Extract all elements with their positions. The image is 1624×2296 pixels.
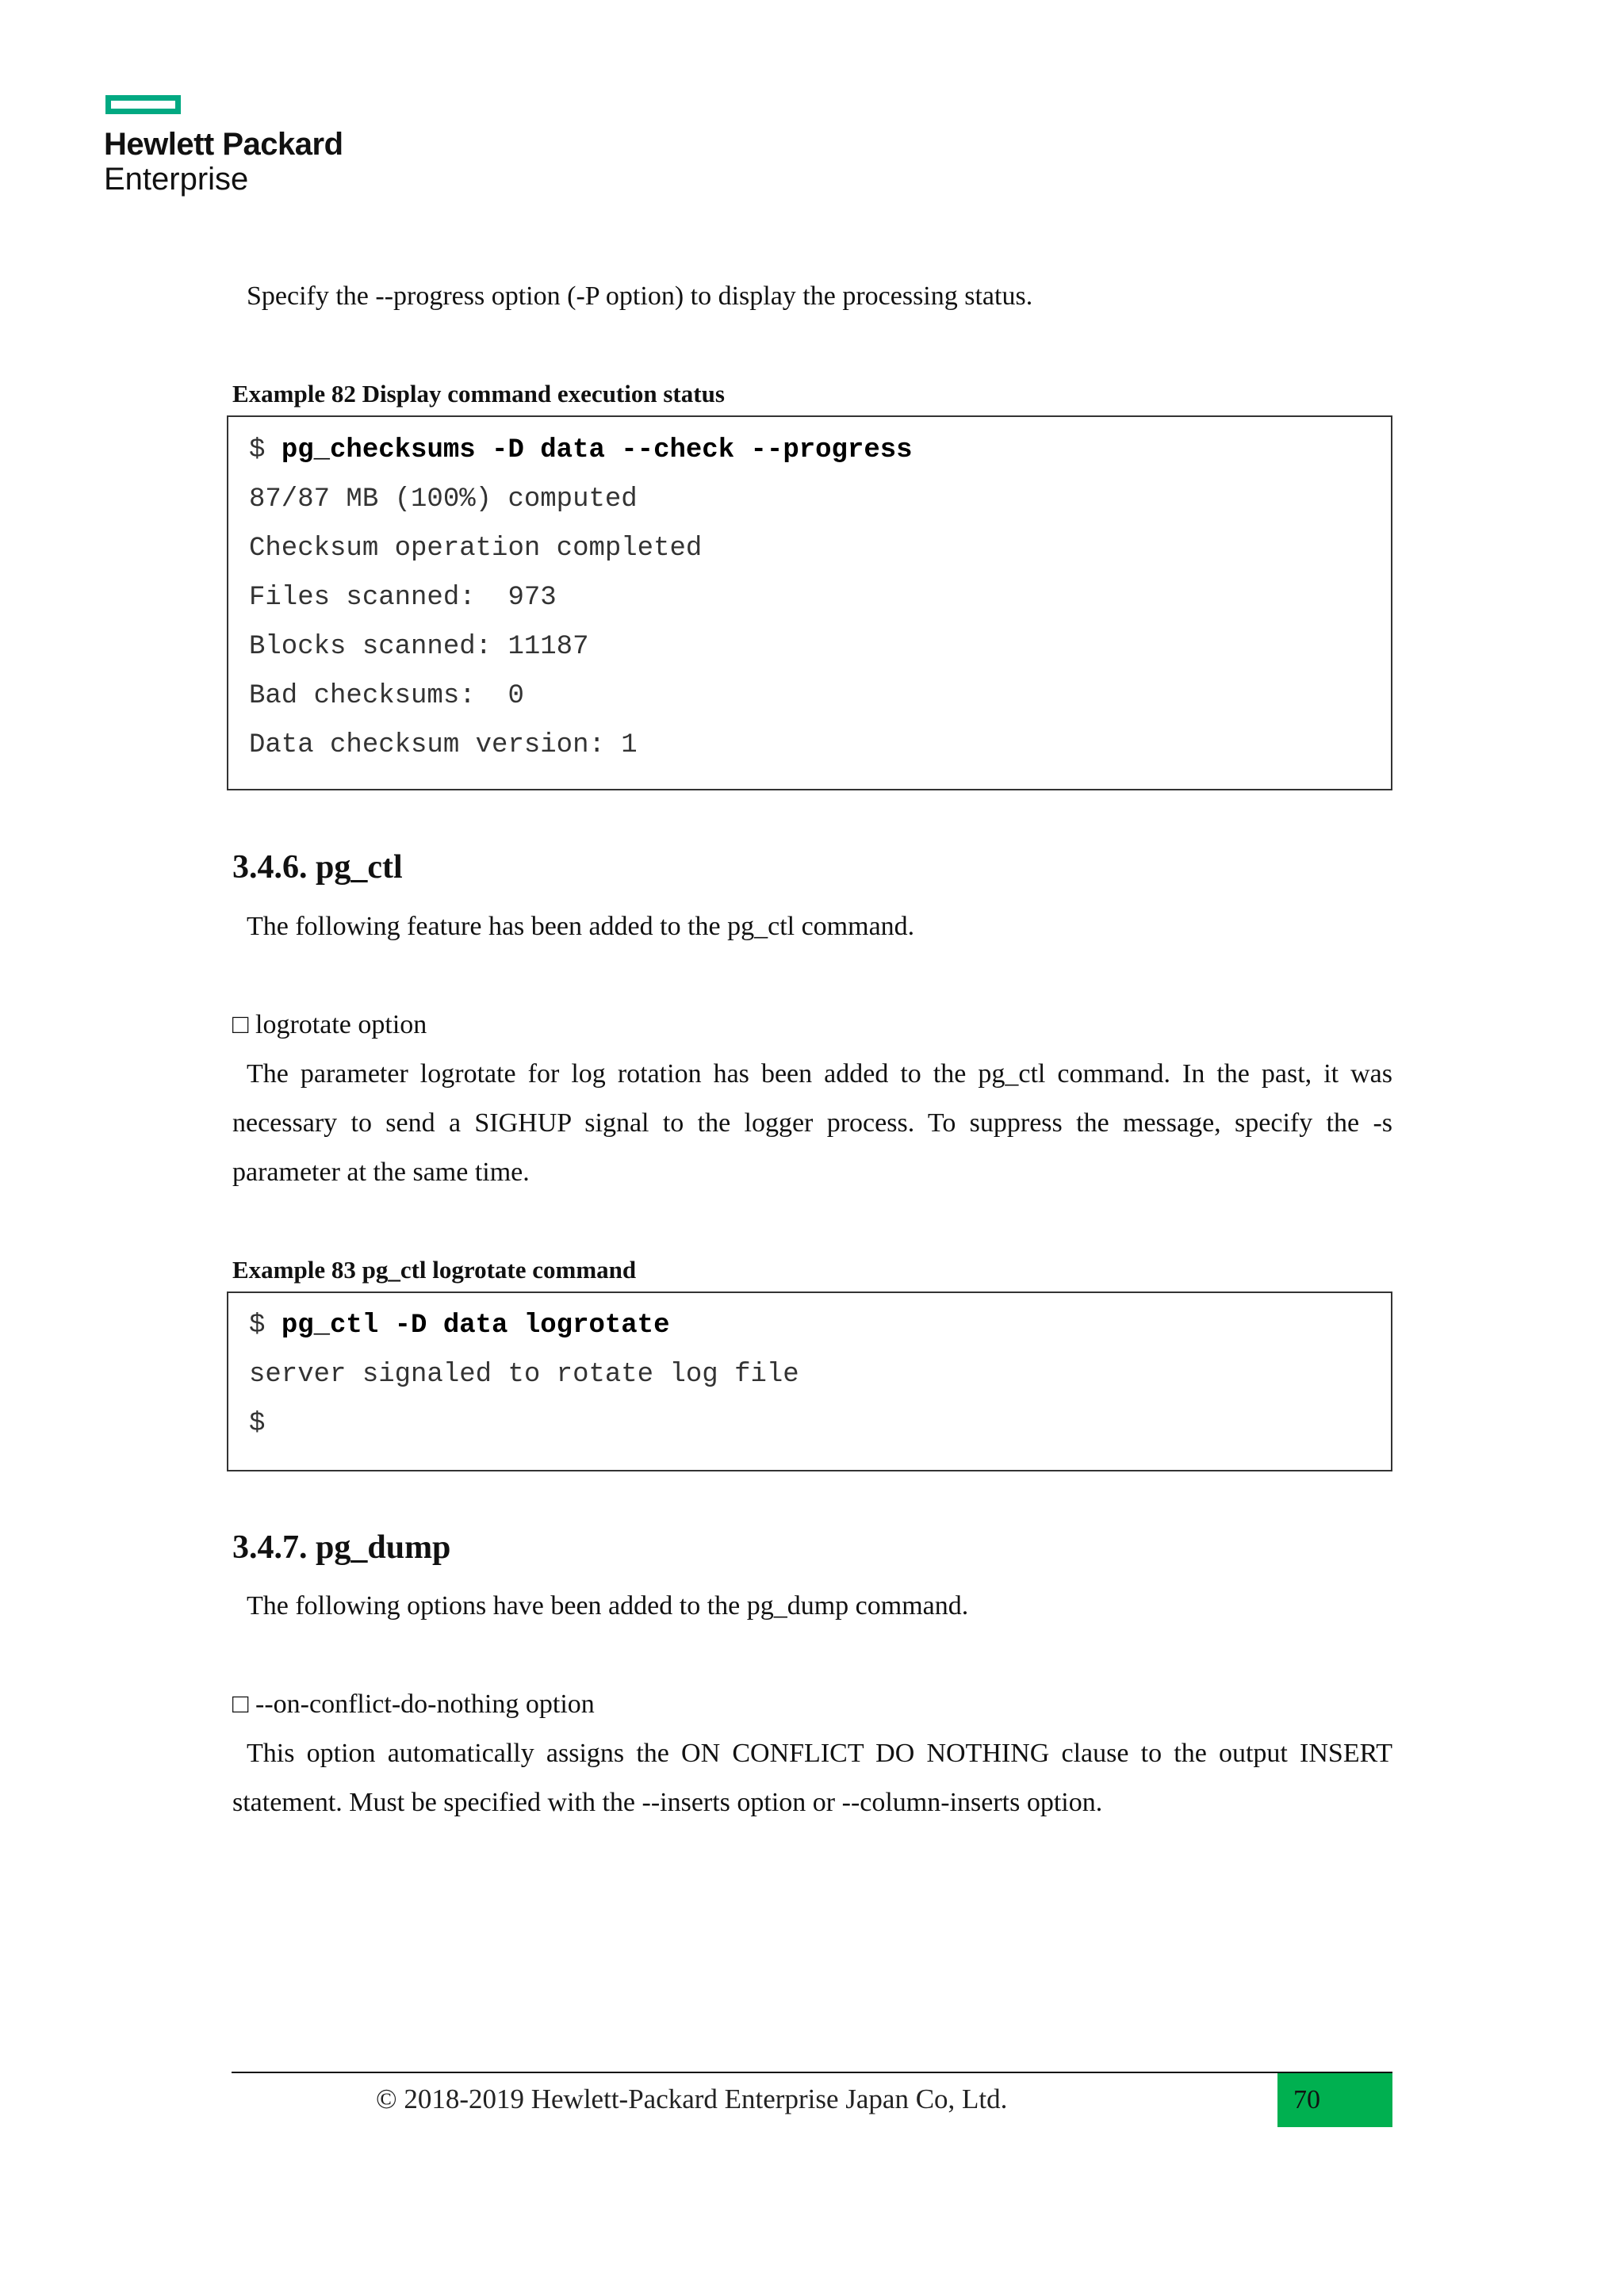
example-83-code-block xyxy=(227,1292,1392,1471)
pg-ctl-bullet: □ logrotate option xyxy=(232,1010,427,1039)
pg-dump-bullet: □ --on-conflict-do-nothing option xyxy=(232,1689,595,1719)
code-output-line: Checksum operation completed xyxy=(249,534,703,564)
pg-dump-body: This option automatically assigns the ON CONFLICT DO NOTHING clause to the output INSERT statement. Must be specified with the --inserts option or --column-inserts option. xyxy=(232,1739,1392,1817)
code-command-line xyxy=(249,435,913,465)
code-output-line: $ xyxy=(249,1409,266,1439)
code-output-line: Files scanned: 973 xyxy=(249,583,557,613)
hpe-logo-mark xyxy=(105,95,181,114)
example-82-caption: Example 82 Display command execution status xyxy=(232,380,725,408)
logo-text-line1: Hewlett Packard xyxy=(104,127,343,162)
footer-copyright: © 2018-2019 Hewlett-Packard Enterprise Japan Co, Ltd. xyxy=(376,2084,1008,2114)
example-83-caption: Example 83 pg_ctl logrotate command xyxy=(232,1256,637,1284)
pg-ctl-intro: The following feature has been added to the pg_ctl command. xyxy=(247,912,915,941)
code-output-line: Data checksum version: 1 xyxy=(249,730,638,760)
code-output-line: Bad checksums: 0 xyxy=(249,681,524,711)
code-output-line: server signaled to rotate log file xyxy=(249,1360,799,1390)
pg-ctl-body: The parameter logrotate for log rotation has been added to the pg_ctl command. In the past, it was necessary to send a SIGHUP signal to the logger process. To suppress the message, specify the -s parameter at the same time. xyxy=(232,1059,1392,1187)
pg-dump-intro: The following options have been added to the pg_dump command. xyxy=(247,1591,969,1621)
code-prompt: $ xyxy=(249,435,282,465)
example-82-code-block xyxy=(227,415,1392,790)
section-heading-pg-dump: 3.4.7. pg_dump xyxy=(232,1529,451,1566)
code-command: pg_ctl -D data logrotate xyxy=(281,1311,670,1341)
code-command-line xyxy=(249,1311,670,1341)
code-output-line: Blocks scanned: 11187 xyxy=(249,632,589,662)
code-command: pg_checksums -D data --check --progress xyxy=(281,435,913,465)
footer-divider xyxy=(232,2072,1392,2073)
code-prompt: $ xyxy=(249,1311,282,1341)
logo-text-line2: Enterprise xyxy=(104,162,249,197)
page-number-badge: 70 xyxy=(1277,2073,1392,2127)
intro-paragraph: Specify the --progress option (-P option) to display the processing status. xyxy=(247,281,1033,311)
section-heading-pg-ctl: 3.4.6. pg_ctl xyxy=(232,849,403,886)
code-output-line: 87/87 MB (100%) computed xyxy=(249,484,638,515)
